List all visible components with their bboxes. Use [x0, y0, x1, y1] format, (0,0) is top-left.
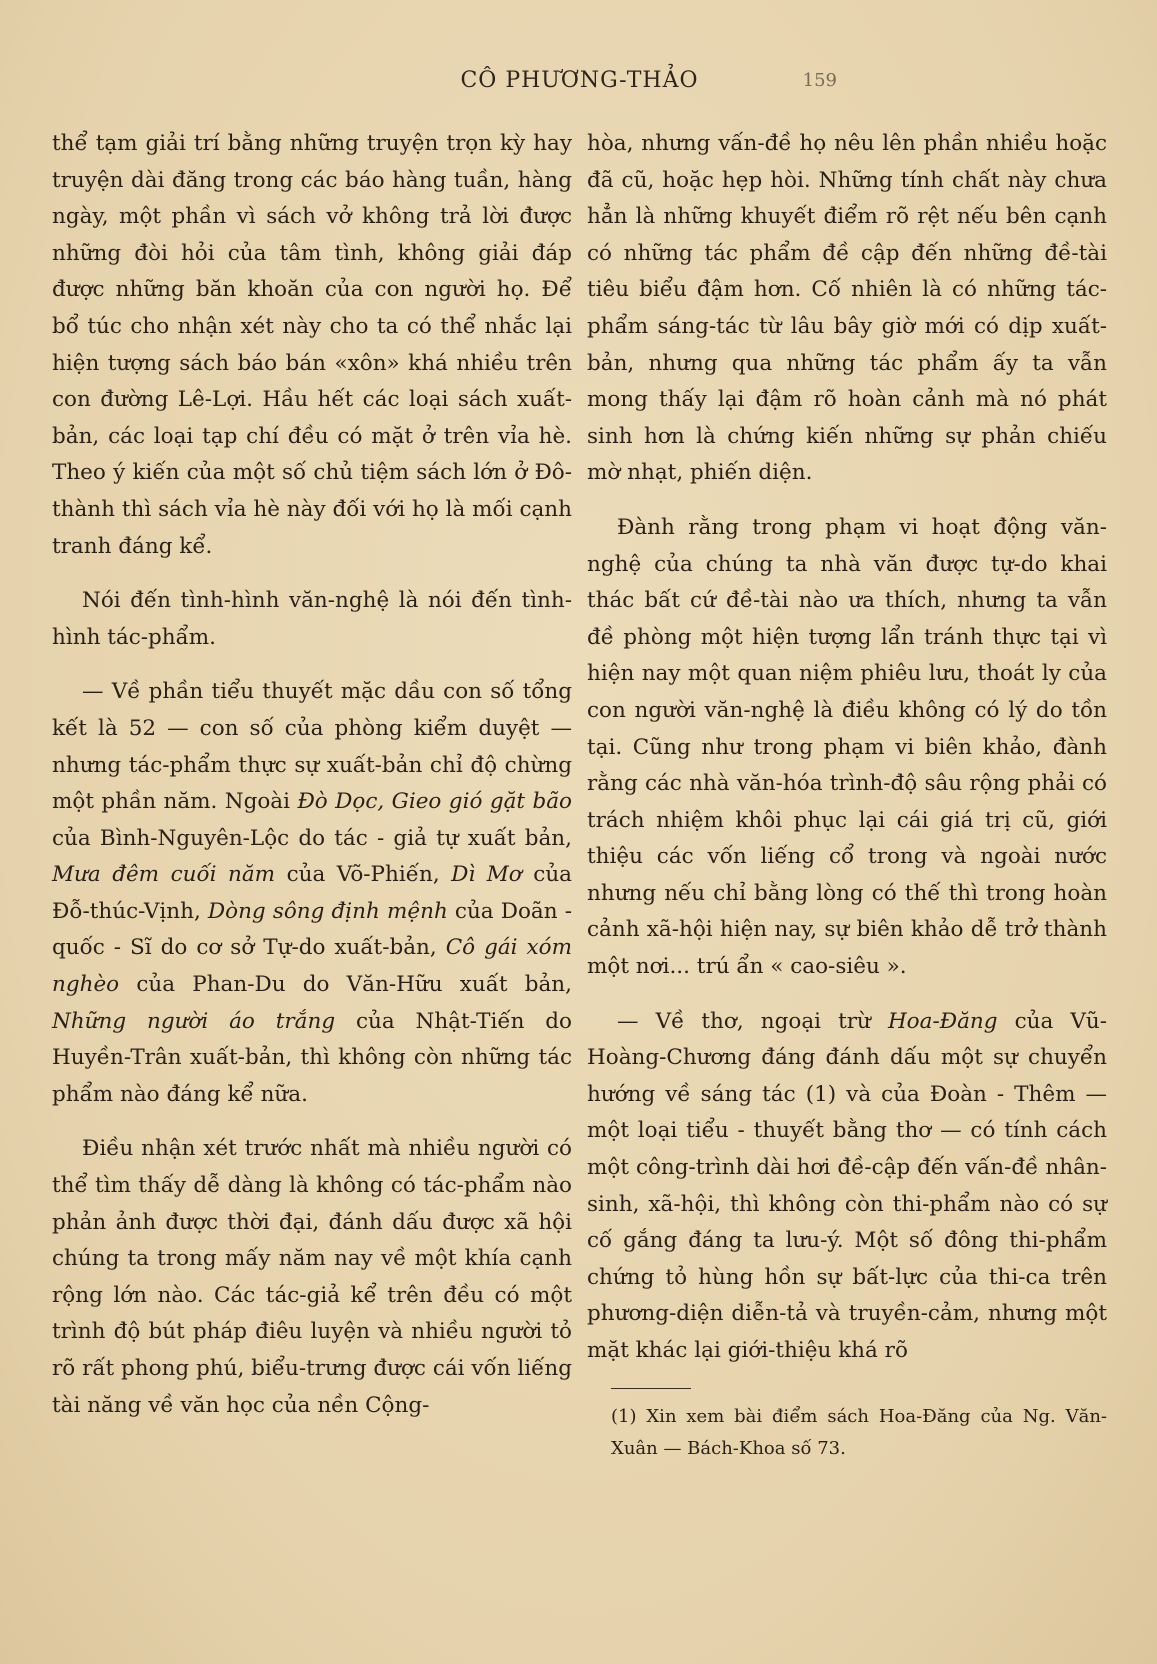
- book-title: Hoa-Đăng: [887, 1008, 998, 1034]
- text-columns: [52, 126, 1107, 1465]
- paragraph: hòa, nhưng vấn-đề họ nêu lên phần nhiều hoặc đã cũ, hoặc hẹp hòi. Những tính chất này chưa hẳn là những khuyết điểm rõ rệt nếu bên cạnh có những tác phẩm đề cập đến những đề-tài tiêu biểu đậm hơn. Cố nhiên là có những tác-phẩm sáng-tác từ lâu bây giờ mới có dịp xuất-bản, nhưng qua những tác phẩm ấy ta vẫn mong thấy lại đậm rõ hoàn cảnh mà nó phát sinh hơn là chứng kiến những sự phản chiếu mờ nhạt, phiến diện.: [587, 131, 1107, 486]
- left-column: [52, 126, 572, 1465]
- text-run: — Về phần tiểu thuyết mặc dầu con số tổng kết là 52 — con số của phòng kiểm duyệt — nhưng tác-phẩm thực sự xuất-bản chỉ độ chừng một phần năm. Ngoài: [52, 679, 572, 815]
- text-run: của Bình-Nguyên-Lộc do tác - giả tự xuất bản,: [52, 825, 572, 851]
- paragraph: Nói đến tình-hình văn-nghệ là nói đến tình-hình tác-phẩm.: [52, 588, 572, 650]
- book-title: Cô gái xóm nghèo: [52, 935, 572, 998]
- text-run: của Vũ-Hoàng-Chương đáng đánh dấu một sự chuyển hướng về sáng tác (1) và của Đoàn - Thêm — một loại tiểu - thuyết bằng thơ — có tính cách một công-trình dài hơi đề-cập đến vấn-đề nhân-sinh, xã-hội, thì không còn thi-phẩm nào có sự cố gắng đáng ta lưu-ý. Một số đông thi-phẩm chứng tỏ hùng hồn sự bất-lực của thi-ca trên phương-diện diễn-tả và truyền-cảm, nhưng một mặt khác lại giới-thiệu khá rõ: [587, 1008, 1108, 1363]
- text-run: của Nhật-Tiến do Huyền-Trân xuất-bản, thì không còn những tác phẩm nào đáng kể nữa.: [52, 1008, 572, 1107]
- paragraph: thể tạm giải trí bằng những truyện trọn kỳ hay truyện dài đăng trong các báo hàng tuần, hàng ngày, một phần vì sách vở không trả lời được những đòi hỏi của tâm tình, không giải đáp được những băn khoăn của con người họ. Để bổ túc cho nhận xét này cho ta có thể nhắc lại hiện tượng sách báo bán «xôn» khá nhiều trên con đường Lê-Lợi. Hầu hết các loại sách xuất-bản, các loại tạp chí đều có mặt ở trên vỉa hè. Theo ý kiến của một số chủ tiệm sách lớn ở Đô-thành thì sách vỉa hè này đối với họ là mối cạnh tranh đáng kể.: [52, 131, 572, 559]
- book-title: Dì Mơ: [451, 862, 522, 888]
- paragraph: Điều nhận xét trước nhất mà nhiều người có thể tìm thấy dễ dàng là không có tác-phẩm nào phản ảnh được thời đại, đánh dấu được xã hội chúng ta trong mấy năm nay về một khía cạnh rộng lớn nào. Các tác-giả kể trên đều có một trình độ bút pháp điêu luyện và nhiều người tỏ rõ rất phong phú, biểu-trưng được cái vốn liếng tài năng về văn học của nền Cộng-: [52, 1136, 572, 1418]
- page-header: [52, 58, 1107, 106]
- text-run: — Về thơ, ngoại trừ: [617, 1008, 888, 1034]
- book-title: Mưa đêm cuối năm: [52, 862, 276, 888]
- book-title: Đò Dọc, Gieo gió gặt bão: [297, 789, 572, 815]
- paragraph: [587, 1004, 1107, 1370]
- right-column: [587, 126, 1107, 1465]
- paragraph: [52, 674, 572, 1113]
- text-run: của Đỗ-thúc-Vịnh,: [52, 862, 572, 924]
- paragraph: Đành rằng trong phạm vi hoạt động văn-nghệ của chúng ta nhà văn được tự-do khai thác bất cứ đề-tài nào ưa thích, nhưng ta vẫn đề phòng một hiện tượng lẩn tránh thực tại vì hiện nay một quan niệm phiêu lưu, thoát ly của con người văn-nghệ là điều không có lý do tồn tại. Cũng như trong phạm vi biên khảo, đành rằng các nhà văn-hóa trình-độ sâu rộng phải có trách nhiệm khôi phục lại cái giá trị cũ, giới thiệu các vốn liếng cổ trong và ngoài nước nhưng nếu chỉ bằng lòng có thế thì trong hoàn cảnh xã-hội hiện nay, sự biên khảo dễ trở thành một nơi... trú ẩn « cao-siêu ».: [587, 514, 1107, 980]
- text-run: của Võ-Phiến,: [275, 862, 452, 888]
- footnote-divider: [611, 1388, 691, 1389]
- text-run: của Doãn - quốc - Sĩ do cơ sở Tự-do xuất-bản,: [52, 898, 572, 961]
- footnote: (1) Xin xem bài điểm sách Hoa-Đăng của Ng. Văn-Xuân — Bách-Khoa số 73.: [611, 1405, 1107, 1459]
- running-title: CÔ PHƯƠNG-THẢO: [460, 68, 699, 93]
- text-run: của Phan-Du do Văn-Hữu xuất bản,: [119, 972, 572, 998]
- page-number: 159: [802, 70, 837, 91]
- book-title: Những người áo trắng: [52, 1008, 336, 1034]
- book-title: Dòng sông định mệnh: [207, 898, 448, 924]
